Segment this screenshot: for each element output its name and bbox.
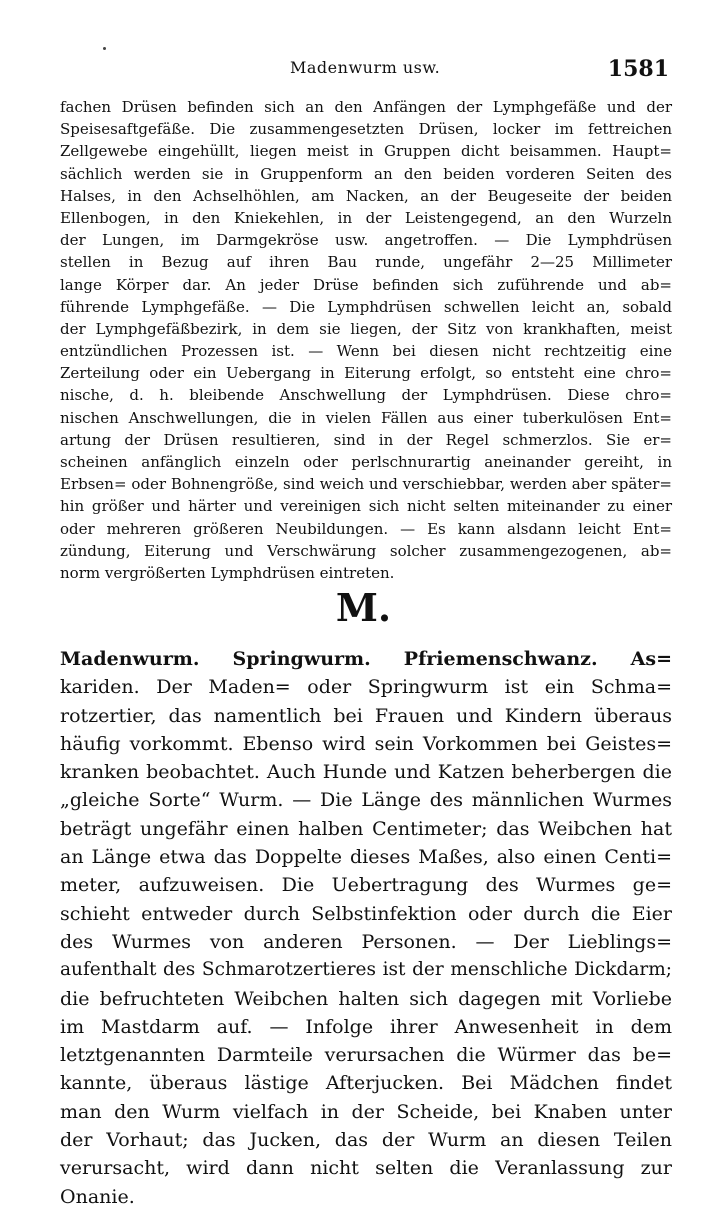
text-line: führende Lymphgefäße. — Die Lymphdrüsen schwellen leicht an, sobald: [60, 297, 672, 316]
entry-heading: Madenwurm. Springwurm. Pfriemenschwanz. As=: [60, 648, 672, 670]
text-line: nische, d. h. bleibende Anschwellung der Lymphdrüsen. Diese chro=: [60, 386, 672, 405]
text-line: an Länge etwa das Doppelte dieses Maßes, also einen Centi=: [60, 846, 672, 869]
text-line: im Mastdarm auf. — Infolge ihrer Anwesenheit in dem: [60, 1015, 672, 1038]
section-letter-heading: M.: [335, 585, 392, 630]
text-line: entzündlichen Prozessen ist. — Wenn bei diesen nicht rechtzeitig eine: [60, 342, 672, 361]
text-line: Zellgewebe eingehüllt, liegen meist in Gruppen dicht beisammen. Haupt=: [60, 142, 672, 161]
text-line: lange Körper dar. An jeder Drüse befinden sich zuführende und ab=: [60, 275, 672, 294]
print-speck: [103, 47, 106, 50]
text-line: häufig vorkommt. Ebenso wird sein Vorkommen bei Geistes=: [60, 732, 672, 755]
text-line: man den Wurm vielfach in der Scheide, bei Knaben unter: [60, 1100, 672, 1123]
text-line: nischen Anschwellungen, die in vielen Fällen aus einer tuberkulösen Ent=: [60, 408, 672, 427]
text-line: kranken beobachtet. Auch Hunde und Katzen beherbergen die: [60, 761, 672, 784]
text-line: des Wurmes von anderen Personen. — Der Lieblings=: [60, 930, 672, 953]
running-title: Madenwurm usw.: [290, 58, 441, 77]
text-line: letztgenannten Darmteile verursachen die Würmer das be=: [60, 1044, 672, 1067]
text-line: schieht entweder durch Selbstinfektion oder durch die Eier: [60, 902, 672, 925]
text-line: rotzertier, das namentlich bei Frauen und Kindern überaus: [60, 704, 672, 727]
text-line: oder mehreren größeren Neubildungen. — Es kann alsdann leicht Ent=: [60, 519, 672, 538]
text-line: der Vorhaut; das Jucken, das der Wurm an diesen Teilen: [60, 1129, 672, 1152]
text-line: zündung, Eiterung und Verschwärung solcher zusammengezogenen, ab=: [60, 541, 672, 560]
text-line: Erbsen= oder Bohnengröße, sind weich und verschiebbar, werden aber später=: [60, 475, 672, 494]
text-line: aufenthalt des Schmarotzertieres ist der menschliche Dickdarm;: [60, 959, 672, 981]
text-line: Zerteilung oder ein Uebergang in Eiterung erfolgt, so entsteht eine chro=: [60, 364, 672, 383]
text-line: kannte, überaus lästige Afterjucken. Bei Mädchen findet: [60, 1072, 672, 1095]
text-line: artung der Drüsen resultieren, sind in der Regel schmerzlos. Sie er=: [60, 430, 672, 449]
page-number: 1581: [607, 56, 669, 82]
text-line: sächlich werden sie in Gruppenform an den beiden vorderen Seiten des: [60, 164, 672, 183]
text-line: verursacht, wird dann nicht selten die Veranlassung zur: [60, 1157, 672, 1180]
text-line: „gleiche Sorte“ Wurm. — Die Länge des männlichen Wurmes: [60, 789, 672, 812]
text-line: fachen Drüsen befinden sich an den Anfängen der Lymphgefäße und der: [60, 98, 672, 116]
text-line: die befruchteten Weibchen halten sich dagegen mit Vorliebe: [60, 987, 672, 1010]
text-line: Ellenbogen, in den Kniekehlen, in der Leistengegend, an den Wurzeln: [60, 208, 672, 227]
text-line: Halses, in den Achselhöhlen, am Nacken, an der Beugeseite der beiden: [60, 186, 672, 205]
text-line: der Lungen, im Darmgekröse usw. angetroffen. — Die Lymphdrüsen: [60, 231, 672, 250]
text-line: kariden. Der Maden= oder Springwurm ist ein Schma=: [60, 676, 672, 699]
text-line: stellen in Bezug auf ihren Bau runde, ungefähr 2—25 Millimeter: [60, 253, 672, 272]
text-line: Onanie.: [60, 1185, 135, 1208]
text-line: hin größer und härter und vereinigen sich nicht selten miteinander zu einer: [60, 497, 672, 516]
paragraph-lymph-glands: [60, 96, 672, 584]
text-line: meter, aufzuweisen. Die Uebertragung des Wurmes ge=: [60, 874, 672, 897]
text-line: beträgt ungefähr einen halben Centimeter; das Weibchen hat: [60, 817, 672, 840]
text-line: der Lymphgefäßbezirk, in dem sie liegen, der Sitz von krankhaften, meist: [60, 319, 672, 338]
article-madenwurm: [60, 645, 672, 1211]
text-line: norm vergrößerten Lymphdrüsen eintreten.: [60, 563, 395, 582]
text-line: scheinen anfänglich einzeln oder perlschnurartig aneinander gereiht, in: [60, 453, 672, 471]
text-line: Speisesaftgefäße. Die zusammengesetzten Drüsen, locker im fettreichen: [60, 120, 672, 139]
